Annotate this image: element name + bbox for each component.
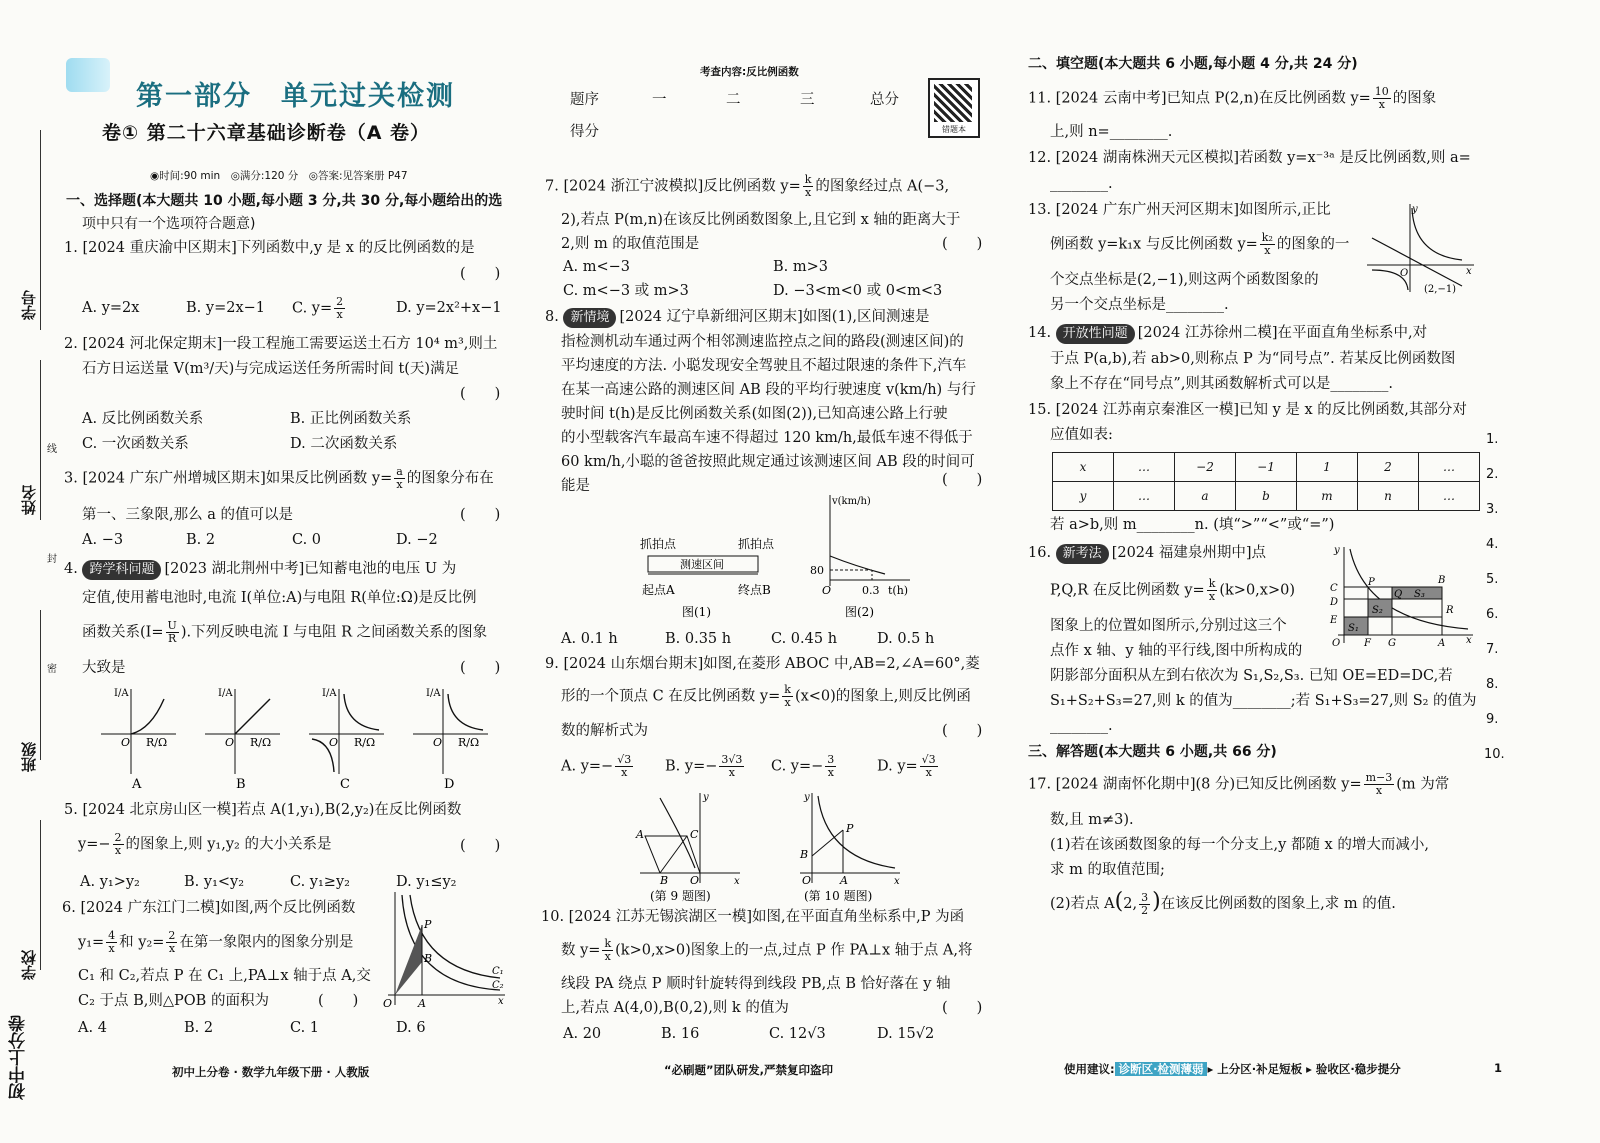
q10-caption: (第 10 题图) xyxy=(804,889,873,902)
q16-line4: 点作 x 轴、y 轴的平行线,图中所构成的 xyxy=(1050,643,1303,659)
q8-vlab: v(km/h) xyxy=(832,496,871,507)
secret-mark: 密 xyxy=(47,664,57,675)
q2-opt-b: B. 正比例函数关系 xyxy=(290,411,412,427)
title-decoration xyxy=(66,58,110,92)
q10-opt-b: B. 16 xyxy=(661,1026,700,1042)
q13-line4: 另一个交点坐标是________. xyxy=(1050,297,1229,313)
margin-num: 1. xyxy=(1486,432,1499,447)
q2-line2: 石方日运送量 V(m³/天)与完成运送任务所需时间 t(天)满足 xyxy=(82,361,460,377)
q8-cam1: 抓拍点 xyxy=(640,537,677,551)
q6-opt-b: B. 2 xyxy=(184,1020,214,1036)
seal-line-mark: 线 xyxy=(47,444,57,455)
q16-c: C xyxy=(1330,583,1338,594)
margin-num: 8. xyxy=(1486,677,1499,692)
q6-x: x xyxy=(498,996,504,1007)
q8-l7: 60 km/h,小聪的爸爸按照此规定通过该测速区间 AB 段的时间可 xyxy=(561,454,975,470)
q9-opt-a: A. y=− $\frac{√3}{x}$ xyxy=(561,753,632,779)
exam-meta: ◉时间:90 min ◎满分:120 分 ◎答案:见答案册 P47 xyxy=(150,170,408,182)
q17-line4: 求 m 的取值范围; xyxy=(1050,862,1165,878)
q15-cell: −1 xyxy=(1236,453,1297,482)
label-name: 姓名 xyxy=(20,485,38,515)
q6-b: B xyxy=(424,952,433,965)
q9-line2: 形的一个顶点 C 在反比例函数 y= $\frac{k}{x}$ (x<0)的图象上,则反比例函 xyxy=(561,683,971,709)
q7-opt-b: B. m>3 xyxy=(773,259,828,275)
q2-paren: ( ) xyxy=(460,386,501,402)
margin-num: 9. xyxy=(1486,712,1499,727)
footer-use-highlight: 诊断区·检测薄弱 xyxy=(1115,1062,1208,1076)
q15-line3: 若 a>b,则 m________n. (填“>”“<”或“=”) xyxy=(1050,517,1335,533)
q4-b-o: O xyxy=(225,736,235,749)
q12-line1: 12. [2024 湖南株洲天元区模拟]若函数 y=x⁻³ᵃ 是反比例函数,则 a= xyxy=(1028,150,1471,166)
q16-e: E xyxy=(1330,615,1338,626)
score-col3: 三 xyxy=(800,92,815,108)
q13-o: O xyxy=(1400,268,1409,279)
q8-tlab: t(h) xyxy=(888,584,909,597)
q10-opt-d: D. 15√2 xyxy=(877,1026,935,1042)
brand-vertical: 初中上分卷 xyxy=(9,1015,29,1100)
q8-fig2-cap: 图(2) xyxy=(845,605,874,619)
q15-cell: … xyxy=(1114,453,1175,482)
q15-cell: … xyxy=(1114,482,1175,511)
label-school: 学校 xyxy=(20,950,38,980)
q10-line1: 10. [2024 江苏无锡滨湖区一模]如图,在平面直角坐标系中,P 为函 xyxy=(541,909,965,925)
q10-o: O xyxy=(802,874,812,887)
q1-stem: 1. [2024 重庆渝中区期末]下列函数中,y 是 x 的反比例函数的是 xyxy=(64,240,475,256)
q8-figures xyxy=(630,490,920,626)
q4-graph-a xyxy=(101,688,176,792)
q4-graph-b xyxy=(205,688,280,792)
q7-line2: 2),若点 P(m,n)在该反比例函数图象上,且它到 x 轴的距离大于 xyxy=(561,212,961,228)
q9-figure xyxy=(635,792,740,902)
q7-line1: 7. [2024 浙江宁波模拟]反比例函数 y= $\frac{k}{x}$ 的图象经过点 A(−3, xyxy=(545,173,950,199)
q5-line1: 5. [2024 北京房山区一模]若点 A(1,y₁),B(2,y₂)在反比例函数 xyxy=(64,802,462,818)
label-student-id: 学号 xyxy=(20,290,38,320)
q1-opt-a: A. y=2x xyxy=(82,300,140,316)
q16-o: O xyxy=(1332,638,1341,649)
q2-opt-c: C. 一次函数关系 xyxy=(82,436,189,452)
score-total: 总分 xyxy=(870,92,899,108)
q16-line1: 16. 新考法 [2024 福建泉州期中]点 xyxy=(1028,541,1266,565)
q4-a-label: A xyxy=(132,777,142,792)
q8-03: 0.3 xyxy=(862,584,880,597)
q15-row-y xyxy=(1053,482,1480,511)
q8-cam2: 抓拍点 xyxy=(738,537,775,551)
q4-b-label: B xyxy=(236,777,246,792)
q4-graph-d xyxy=(413,688,488,792)
q4-b-xlab: R/Ω xyxy=(250,736,272,749)
margin-num: 5. xyxy=(1486,572,1499,587)
page-number: 1 xyxy=(1494,1061,1503,1075)
q10-line4: 上,若点 A(4,0),B(0,2),则 k 的值为 xyxy=(561,1000,789,1016)
q4-graphs xyxy=(96,684,496,794)
q10-opt-c: C. 12√3 xyxy=(769,1026,826,1042)
q17-line5: (2)若点 A(2, $\frac{3}{2}$ )在该反比例函数的图象上,求 m 的值. xyxy=(1050,889,1396,917)
q13-figure xyxy=(1362,200,1480,296)
q4-line2: 定值,使用蓄电池时,电流 I(单位:A)与电阻 R(单位:Ω)是反比例 xyxy=(82,590,477,606)
q15-cell: y xyxy=(1053,482,1114,511)
q16-f: F xyxy=(1364,638,1371,649)
q8-80: 80 xyxy=(810,564,824,577)
q8-l6: 的小型载客汽车最高车速不得超过 120 km/h,最低车速不得低于 xyxy=(561,430,973,446)
q10-b: B xyxy=(800,848,809,861)
q10-figure xyxy=(799,792,900,902)
q8-l5: 驶时间 t(h)是反比例函数关系(如图(2)),已知高速公路上行驶 xyxy=(561,406,948,422)
q15-cell: a xyxy=(1175,482,1236,511)
q8-l8: 能是 xyxy=(561,478,590,494)
q6-opt-c: C. 1 xyxy=(290,1020,320,1036)
q4-line1: 4. 跨学科问题 [2023 湖北荆州中考]已知蓄电池的电压 U 为 xyxy=(64,557,456,581)
q4-c-xlab: R/Ω xyxy=(354,736,376,749)
q16-x: x xyxy=(1466,635,1472,646)
q10-x: x xyxy=(894,876,900,887)
margin-num: 6. xyxy=(1486,607,1499,622)
q4-c-label: C xyxy=(340,777,350,792)
q16-q: Q xyxy=(1394,589,1403,600)
q9-x: x xyxy=(734,876,740,887)
footer-use: 使用建议: 诊断区·检测薄弱 ▸ 上分区·补足短板 ▸ 验收区·稳步提分 xyxy=(1064,1062,1401,1076)
q10-paren: ( ) xyxy=(942,1000,983,1016)
q8-l2: 指检测机动车通过两个相邻测速监控点之间的路段(测速区间)的 xyxy=(561,334,964,350)
score-topic: 考查内容:反比例函数 xyxy=(700,66,799,78)
q8-fig1 xyxy=(640,536,775,619)
q9-a: A xyxy=(636,828,644,841)
margin-num: 2. xyxy=(1486,467,1499,482)
q15-cell: 2 xyxy=(1358,453,1419,482)
q1-opt-d: D. y=2x²+x−1 xyxy=(396,300,502,316)
q3-line2: 第一、三象限,那么 a 的值可以是 xyxy=(82,507,293,523)
q13-point: (2,−1) xyxy=(1424,284,1457,295)
binding-strip xyxy=(0,30,60,1110)
q6-opt-d: D. 6 xyxy=(396,1020,426,1036)
q16-s1: S₁ xyxy=(1348,623,1359,634)
label-class: 班级 xyxy=(20,742,38,772)
q4-paren: ( ) xyxy=(460,660,501,676)
q12-line2: ________. xyxy=(1050,176,1113,192)
q3-opt-d: D. −2 xyxy=(396,532,438,548)
q8-body xyxy=(561,330,1001,498)
q6-line2: y₁= $\frac{4}{x}$ 和 y₂= $\frac{2}{x}$ 在第一象限内的图象分别是 xyxy=(78,929,354,955)
q11-line2: 上,则 n=________. xyxy=(1050,124,1173,140)
q2-opt-d: D. 二次函数关系 xyxy=(290,436,398,452)
q4-a-ylab: I/A xyxy=(114,688,129,699)
q13-line3: 个交点坐标是(2,−1),则这两个函数图象的 xyxy=(1050,272,1319,288)
volume-title: 卷① 第二十六章基础诊断卷（A 卷） xyxy=(102,122,431,144)
q16-line5: 阴影部分面积从左到右依次为 S₁,S₂,S₃. 已知 OE=ED=DC,若 xyxy=(1050,668,1453,684)
q4-tag: 跨学科问题 xyxy=(82,560,161,580)
q9-q10-figures xyxy=(630,788,910,902)
q15-row-x xyxy=(1053,453,1480,482)
q1-paren: ( ) xyxy=(460,266,501,282)
q8-opt-b: B. 0.35 h xyxy=(665,631,732,647)
footer-mid: “必刷题”团队研发,严禁复印盗印 xyxy=(664,1063,833,1077)
q8-l3: 平均速度的方法. 小聪发现安全驾驶且不超过限速的条件下,汽车 xyxy=(561,358,967,374)
q9-y: y xyxy=(703,792,709,803)
q7-opt-d: D. −3<m<0 或 0<m<3 xyxy=(773,283,943,299)
q4-d-o: O xyxy=(433,736,443,749)
q10-y: y xyxy=(804,792,810,803)
q10-a: A xyxy=(840,874,848,887)
q16-a: A xyxy=(1438,638,1446,649)
q9-line3: 数的解析式为 xyxy=(561,723,648,739)
q13-line2: 例函数 y=k₁x 与反比例函数 y= $\frac{\text{k₂}}{x}$ 的图象的一 xyxy=(1050,231,1350,257)
q3-paren: ( ) xyxy=(460,507,501,523)
q4-d-xlab: R/Ω xyxy=(458,736,480,749)
q15-cell: … xyxy=(1419,453,1480,482)
q5-line2: y=− $\frac{2}{x}$ 的图象上,则 y₁,y₂ 的大小关系是 xyxy=(78,831,332,857)
q8-end: 终点B xyxy=(738,583,771,597)
q8-opt-c: C. 0.45 h xyxy=(771,631,838,647)
margin-num: 3. xyxy=(1486,502,1499,517)
q9-opt-b: B. y=− $\frac{3√3}{x}$ xyxy=(665,753,743,779)
q9-line1: 9. [2024 山东烟台期末]如图,在菱形 ABOC 中,AB=2,∠A=60°,菱 xyxy=(545,656,980,672)
q4-a-xlab: R/Ω xyxy=(146,736,168,749)
q15-cell: −2 xyxy=(1175,453,1236,482)
q8-opt-d: D. 0.5 h xyxy=(877,631,935,647)
q13-line1: 13. [2024 广东广州天河区期末]如图所示,正比 xyxy=(1028,202,1331,218)
q6-line1: 6. [2024 广东江门二模]如图,两个反比例函数 xyxy=(62,900,356,916)
q10-p: P xyxy=(846,822,854,835)
q8-zone: 测速区间 xyxy=(680,558,724,571)
q6-line4: C₂ 于点 B,则△POB 的面积为 xyxy=(78,993,269,1009)
q1-opt-c: C. y= $\frac{2}{x}$ xyxy=(292,295,344,321)
q8-start: 起点A xyxy=(642,583,675,597)
q6-p: P xyxy=(424,918,432,931)
q15-line1: 15. [2024 江苏南京秦淮区一模]已知 y 是 x 的反比例函数,其部分对 xyxy=(1028,402,1467,418)
q6-figure xyxy=(380,890,510,1010)
q15-cell: b xyxy=(1236,482,1297,511)
q6-o: O xyxy=(383,997,393,1010)
q15-cell: n xyxy=(1358,482,1419,511)
q3-line1: 3. [2024 广东广州增城区期末]如果反比例函数 y= $\frac{a}{x}$ 的图象分布在 xyxy=(64,465,494,491)
q8-l4: 在某一高速公路的测速区间 AB 段的平均行驶速度 v(km/h) 与行 xyxy=(561,382,976,398)
q7-paren: ( ) xyxy=(942,236,983,252)
q4-a-o: O xyxy=(121,736,131,749)
q8-fig2 xyxy=(810,495,910,619)
margin-num: 10. xyxy=(1484,747,1505,762)
q16-g: G xyxy=(1388,638,1396,649)
q6-paren: ( ) xyxy=(318,993,359,1009)
q16-b: B xyxy=(1438,575,1446,586)
q15-cell: 1 xyxy=(1297,453,1358,482)
score-col1: 一 xyxy=(652,92,667,108)
q11-line1: 11. [2024 云南中考]已知点 P(2,n)在反比例函数 y= $\frac{10}{x}$ 的图象 xyxy=(1028,85,1437,111)
q9-caption: (第 9 题图) xyxy=(650,889,711,902)
q4-c-o: O xyxy=(329,736,339,749)
q16-line2: P,Q,R 在反比例函数 y= $\frac{k}{x}$ (k>0,x>0) xyxy=(1050,577,1295,603)
q3-opt-c: C. 0 xyxy=(292,532,322,548)
q7-line3: 2,则 m 的取值范围是 xyxy=(561,236,700,252)
q4-line3: 函数关系(I= $\frac{U}{R}$ ).下列反映电流 I 与电阻 R 之间函数关系的图象 xyxy=(82,619,488,645)
q8-tag: 新情境 xyxy=(563,308,616,328)
qr-label: 错题本 xyxy=(942,125,966,134)
q3-opt-b: B. 2 xyxy=(186,532,216,548)
score-col2: 二 xyxy=(726,92,741,108)
q6-a: A xyxy=(418,997,426,1010)
q5-opt-d: D. y₁≤y₂ xyxy=(396,874,457,890)
q16-figure xyxy=(1318,543,1478,651)
section1-title: 一、选择题(本大题共 10 小题,每小题 3 分,共 30 分,每小题给出的选 xyxy=(66,193,503,209)
part-title: 第一部分 单元过关检测 xyxy=(136,81,455,112)
q15-cell: … xyxy=(1419,482,1480,511)
q14-line2: 于点 P(a,b),若 ab>0,则称点 P 为“同号点”. 若某反比例函数图 xyxy=(1050,351,1456,367)
q4-graph-c xyxy=(309,688,384,792)
q16-s2: S₂ xyxy=(1372,605,1383,616)
q7-opt-c: C. m<−3 或 m>3 xyxy=(563,283,689,299)
q10-line2: 数 y= $\frac{k}{x}$ (k>0,x>0)图象上的一点,过点 P 作 PA⊥x 轴于点 A,将 xyxy=(561,937,973,963)
section2-title: 二、填空题(本大题共 6 小题,每小题 4 分,共 24 分) xyxy=(1028,56,1358,72)
q17-line3: (1)若在该函数图象的每一个分支上,y 都随 x 的增大而减小, xyxy=(1050,837,1429,853)
q14-line1: 14. 开放性问题 [2024 江苏徐州二模]在平面直角坐标系中,对 xyxy=(1028,321,1427,345)
q8-paren: ( ) xyxy=(942,472,983,488)
q8-line1: 8. 新情境 [2024 辽宁阜新细河区期末]如图(1),区间测速是 xyxy=(545,305,929,329)
q8-opt-a: A. 0.1 h xyxy=(561,631,618,647)
q5-paren: ( ) xyxy=(460,838,501,854)
q16-p: P xyxy=(1368,577,1375,588)
q16-r: R xyxy=(1446,605,1454,616)
q13-x: x xyxy=(1466,266,1472,277)
q16-y: y xyxy=(1334,545,1340,556)
q1-opt-b: B. y=2x−1 xyxy=(186,300,265,316)
q16-line3: 图象上的位置如图所示,分别过这三个 xyxy=(1050,618,1287,634)
footer-left: 初中上分卷 · 数学九年级下册 · 人教版 xyxy=(172,1065,370,1079)
q9-b: B xyxy=(660,874,669,887)
score-row2-label: 得分 xyxy=(570,124,599,140)
q6-opt-a: A. 4 xyxy=(78,1020,107,1036)
margin-num: 7. xyxy=(1486,642,1499,657)
q9-opt-d: D. y= $\frac{√3}{x}$ xyxy=(877,753,936,779)
q13-y: y xyxy=(1412,204,1418,215)
q15-cell: m xyxy=(1297,482,1358,511)
q16-d: D xyxy=(1330,597,1339,608)
q9-opt-c: C. y=− $\frac{3}{x}$ xyxy=(771,753,835,779)
section3-title: 三、解答题(本大题共 6 小题,共 66 分) xyxy=(1028,744,1277,760)
qr-code[interactable] xyxy=(928,78,980,138)
q17-line1: 17. [2024 湖南怀化期中](8 分)已知反比例函数 y= $\frac{m-3}{x}$ (m 为常 xyxy=(1028,771,1450,797)
q16-s3: S₃ xyxy=(1414,589,1425,600)
q4-line4: 大致是 xyxy=(82,660,126,676)
q4-d-ylab: I/A xyxy=(426,688,441,699)
q10-opt-a: A. 20 xyxy=(563,1026,602,1042)
q4-b-ylab: I/A xyxy=(218,688,233,699)
q4-d-label: D xyxy=(444,777,455,792)
q15-line2: 应值如表: xyxy=(1050,427,1113,443)
q3-opt-a: A. −3 xyxy=(82,532,124,548)
q5-opt-a: A. y₁>y₂ xyxy=(80,874,140,890)
q9-c: C xyxy=(690,828,699,841)
q7-opt-a: A. m<−3 xyxy=(563,259,630,275)
q14-tag: 开放性问题 xyxy=(1056,324,1135,344)
q5-opt-b: B. y₁<y₂ xyxy=(184,874,245,890)
q15-cell: x xyxy=(1053,453,1114,482)
q16-tag: 新考法 xyxy=(1056,544,1109,564)
section1-title2: 项中只有一个选项符合题意) xyxy=(82,216,256,232)
q5-opt-c: C. y₁≥y₂ xyxy=(290,874,350,890)
q14-line3: 象上不存在“同号点”,则其函数解析式可以是________. xyxy=(1050,376,1394,392)
q10-line3: 线段 PA 绕点 P 顺时针旋转得到线段 PB,点 B 恰好落在 y 轴 xyxy=(561,976,951,992)
q2-opt-a: A. 反比例函数关系 xyxy=(82,411,204,427)
q9-paren: ( ) xyxy=(942,723,983,739)
q9-o: O xyxy=(690,874,700,887)
q15-table xyxy=(1052,452,1480,511)
q17-line2: 数,且 m≠3). xyxy=(1050,812,1134,828)
q16-line6: S₁+S₂+S₃=27,则 k 的值为________;若 S₁+S₃=27,则 S₂ 的值为 xyxy=(1050,693,1477,709)
q6-c1: C₁ xyxy=(492,966,504,977)
q6-c2: C₂ xyxy=(492,980,504,991)
q8-o: O xyxy=(822,584,832,597)
margin-num: 4. xyxy=(1486,537,1499,552)
seal-mark: 封 xyxy=(47,554,57,565)
q16-line7: ________. xyxy=(1050,718,1113,734)
q6-line3: C₁ 和 C₂,若点 P 在 C₁ 上,PA⊥x 轴于点 A,交 xyxy=(78,968,371,984)
score-row1-label: 题序 xyxy=(570,92,599,108)
q4-c-ylab: I/A xyxy=(322,688,337,699)
q2-line1: 2. [2024 河北保定期末]一段工程施工需要运送土石方 10⁴ m³,则土 xyxy=(64,336,498,352)
q8-fig1-cap: 图(1) xyxy=(682,605,711,619)
